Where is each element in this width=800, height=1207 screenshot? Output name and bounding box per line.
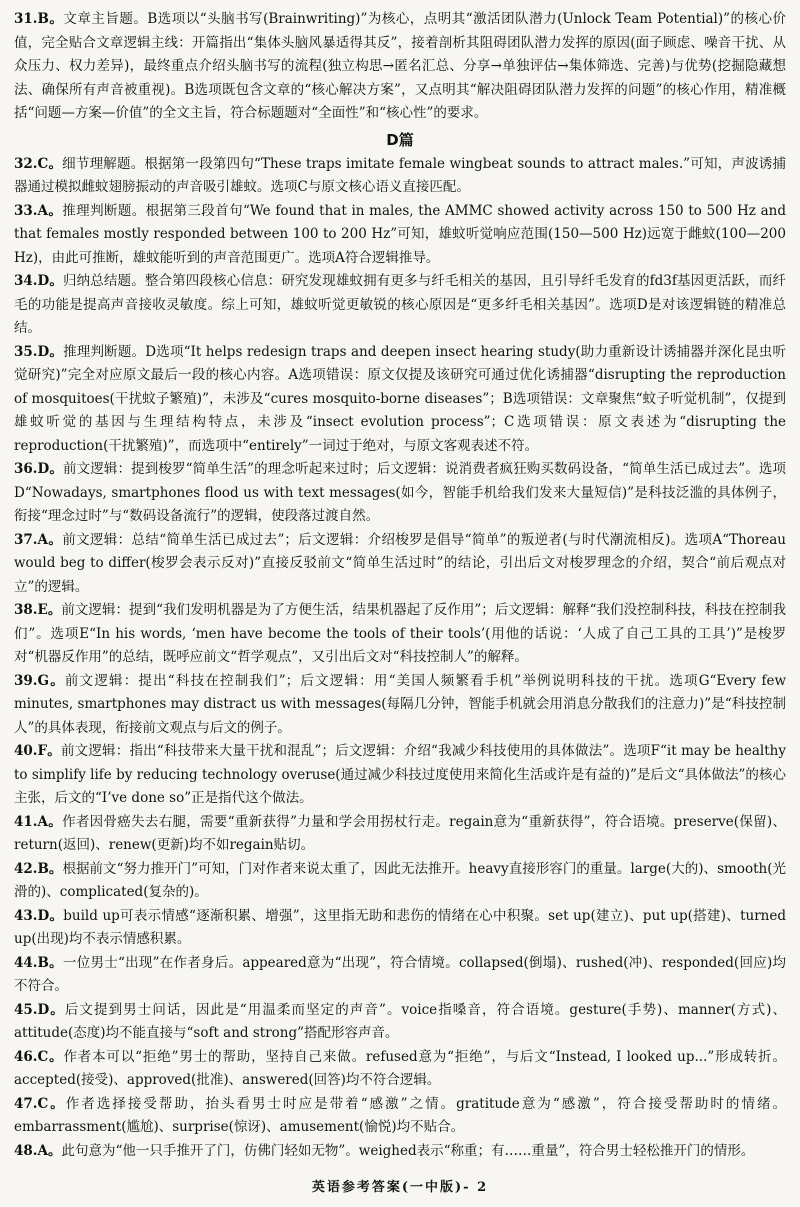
answer-number: 34.D。 [14, 273, 63, 289]
answer-number: 47.C。 [14, 1095, 66, 1112]
answer-number: 48.A。 [14, 1142, 62, 1159]
answer-entry [14, 999, 786, 1046]
answer-entry [14, 200, 786, 271]
answer-number: 44.B。 [14, 954, 63, 971]
answer-text: 前文逻辑：提出“科技在控制我们”；后文逻辑：用“美国人频繁看手机”举例说明科技的干扰。选项G“Every few minutes, smartphones may distract us with messages(每隔几分钟，智能手机就会用消息分散我们的注意力)”是“科技控制人”的具体表现，衔接前文观点与后文的例子。 [14, 672, 786, 736]
answer-text: 一位男士“出现”在作者身后。appeared意为“出现”，符合情境。collapsed(倒塌)、rushed(冲)、responded(回应)均不符合。 [14, 954, 786, 994]
answer-entry [14, 341, 786, 459]
answer-number: 39.G。 [14, 672, 65, 689]
answer-text: build up可表示情感“逐渐积累、增强”，这里指无助和悲伤的情绪在心中积聚。set up(建立)、put up(搭建)、turned up(出现)均不表示情感积累。 [14, 907, 786, 947]
answer-number: 38.E。 [14, 602, 62, 618]
answer-text: 此句意为“他一只手推开了门，仿佛门轻如无物”。weighed表示“称重；有……重量”，符合男士轻松推开门的情形。 [61, 1142, 755, 1159]
answer-text: 前文逻辑：指出“科技带来大量干扰和混乱”；后文逻辑：介绍“我减少科技使用的具体做法”。选项F“it may be healthy to simplify life by reducing technology overuse(通过减少科技过度使用来简化生活或许是有益的)”是后文“具体做法”的核心主张，后文的“I’ve done so”正是指代这个做法。 [14, 743, 786, 806]
answer-text: 作者选择接受帮助，抬头看男士时应是带着“感激”之情。gratitude意为“感激”，符合接受帮助时的情绪。embarrassment(尴尬)、surprise(惊讶)、amusement(愉悦)均不贴合。 [14, 1095, 786, 1135]
answer-text: 归纳总结题。整合第四段核心信息：研究发现雄蚊拥有更多与纤毛相关的基因，且引导纤毛发育的fd3f基因更活跃，而纤毛的功能是提高声音接收灵敏度。综上可知，雄蚊听觉更敏锐的核心原因是“更多纤毛相关基因”。选项D是对该逻辑链的精准总结。 [14, 273, 786, 336]
answer-entry [14, 8, 786, 126]
answer-entry [14, 1093, 786, 1140]
answer-number: 36.D。 [14, 461, 63, 477]
entries-section-c [14, 8, 786, 126]
answer-text: 推理判断题。根据第三段首句“We found that in males, the AMMC showed activity across 150 to 500 Hz and that females mostly responded between 100 to 200 Hz”可知，雄蚊听觉响应范围(150—500 Hz)远宽于雌蚊(100—200 Hz)，由此可推断，雄蚊能听到的声音范围更广。选项A符合逻辑推导。 [14, 202, 786, 266]
answer-text: 后文提到男士问话，因此是“用温柔而坚定的声音”。voice指嗓音，符合语境。gesture(手势)、manner(方式)、attitude(态度)均不能直接与“soft and strong”搭配形容声音。 [14, 1001, 786, 1041]
answer-entry [14, 905, 786, 952]
answer-number: 43.D。 [14, 907, 64, 924]
answer-entry [14, 858, 786, 905]
answer-entry [14, 811, 786, 858]
answer-entry [14, 458, 786, 529]
answer-entry [14, 670, 786, 741]
answer-entry [14, 529, 786, 600]
answer-number: 33.A。 [14, 202, 63, 219]
entries-section-d [14, 153, 786, 1164]
page-footer: 英语参考答案(一中版)- 2 [311, 1180, 489, 1195]
answer-number: 42.B。 [14, 860, 63, 877]
answer-number: 46.C。 [14, 1048, 64, 1065]
answer-number: 32.C。 [14, 155, 63, 172]
answer-text: 作者因骨癌失去右腿，需要“重新获得”力量和学会用拐杖行走。regain意为“重新获得”，符合语境。preserve(保留)、return(返回)、renew(更新)均不如regain贴切。 [14, 813, 786, 853]
answer-entry [14, 599, 786, 670]
answer-text: 文章主旨题。B选项以“头脑书写(Brainwriting)”为核心，点明其“激活团队潜力(Unlock Team Potential)”的核心价值，完全贴合文章逻辑主线：开篇指出“集体头脑风暴适得其反”，接着剖析其阻碍团队潜力发挥的原因(面子顾虑、噪音干扰、从众压力、权力差异)，最终重点介绍头脑书写的流程(独立构思→匿名汇总、分享→单独评估→集体筛选、完善)与优势(挖掘隐藏想法、确保所有声音被重视)。B选项既包含文章的“核心解决方案”，又点明其“解决阻碍团队潜力发挥的问题”的核心作用，精准概括“问题—方案—价值”的全文主旨，符合标题题对“全面性”和“核心性”的要求。 [14, 11, 787, 121]
section-title: D篇 [386, 130, 414, 149]
answer-text: 前文逻辑：提到“我们发明机器是为了方便生活，结果机器起了反作用”；后文逻辑：解释“我们没控制科技，科技在控制我们”。选项E“In his words, ‘men have become the tools of their tools’(用他的话说：‘人成了自己工具的工具’)”是梭罗对“机器反作用”的总结，既呼应前文“哲学观点”，又引出后文对“科技控制人”的解释。 [14, 602, 786, 665]
answer-number: 45.D。 [14, 1001, 65, 1018]
answer-entry [14, 1046, 786, 1093]
answer-entry [14, 740, 786, 811]
answer-text: 根据前文“努力推开门”可知，门对作者来说太重了，因此无法推开。heavy直接形容门的重量。large(大的)、smooth(光滑的)、complicated(复杂的)。 [14, 860, 786, 900]
answer-entry [14, 270, 786, 341]
answer-number: 37.A。 [14, 531, 63, 548]
answer-number: 31.B。 [14, 11, 64, 27]
answer-number: 40.F。 [14, 743, 61, 759]
answer-text: 前文逻辑：提到梭罗“简单生活”的理念听起来过时；后文逻辑：说消费者疯狂购买数码设备，“简单生活已成过去”。选项D“Nowadays, smartphones flood us with text messages(如今，智能手机给我们发来大量短信)”是科技泛滥的具体例子，衔接“理念过时”与“数码设备流行”的逻辑，使段落过渡自然。 [14, 461, 786, 524]
answer-text: 推理判断题。D选项“It helps redesign traps and deepen insect hearing study(助力重新设计诱捕器并深化昆虫听觉研究)”完全对应原文最后一段的核心内容。A选项错误：原文仅提及该研究可通过优化诱捕器“disrupting the reproduction of mosquitoes(干扰蚊子繁殖)”，未涉及“cures mosquito-borne diseases”；B选项错误：文章聚焦“蚊子听觉机制”，仅提到雄蚊听觉的基因与生理结构特点，未涉及“insect evolution process”；C选项错误：原文表述为“disrupting the reproduction(干扰繁殖)”，而选项中“entirely”一词过于绝对，与原文客观表述不符。 [14, 343, 786, 454]
answer-text: 前文逻辑：总结“简单生活已成过去”；后文逻辑：介绍梭罗是倡导“简单”的叛逆者(与时代潮流相反)。选项A“Thoreau would beg to differ(梭罗会表示反对)”直接反驳前文“简单生活过时”的结论，引出后文对梭罗理念的介绍，契合“前后观点对立”的逻辑。 [14, 531, 786, 595]
answer-text: 作者本可以“拒绝”男士的帮助，坚持自己来做。refused意为“拒绝”，与后文“Instead, I looked up...”形成转折。accepted(接受)、approved(批准)、answered(回答)均不符合逻辑。 [14, 1048, 786, 1088]
answer-text: 细节理解题。根据第一段第四句“These traps imitate female wingbeat sounds to attract males.”可知，声波诱捕器通过模拟雌蚊翅膀振动的声音吸引雄蚊。选项C与原文核心语义直接匹配。 [14, 155, 786, 195]
answer-number: 35.D。 [14, 343, 64, 360]
answer-number: 41.A。 [14, 813, 63, 830]
answer-entry [14, 952, 786, 999]
answer-entry [14, 153, 786, 200]
answer-entry [14, 1140, 786, 1164]
